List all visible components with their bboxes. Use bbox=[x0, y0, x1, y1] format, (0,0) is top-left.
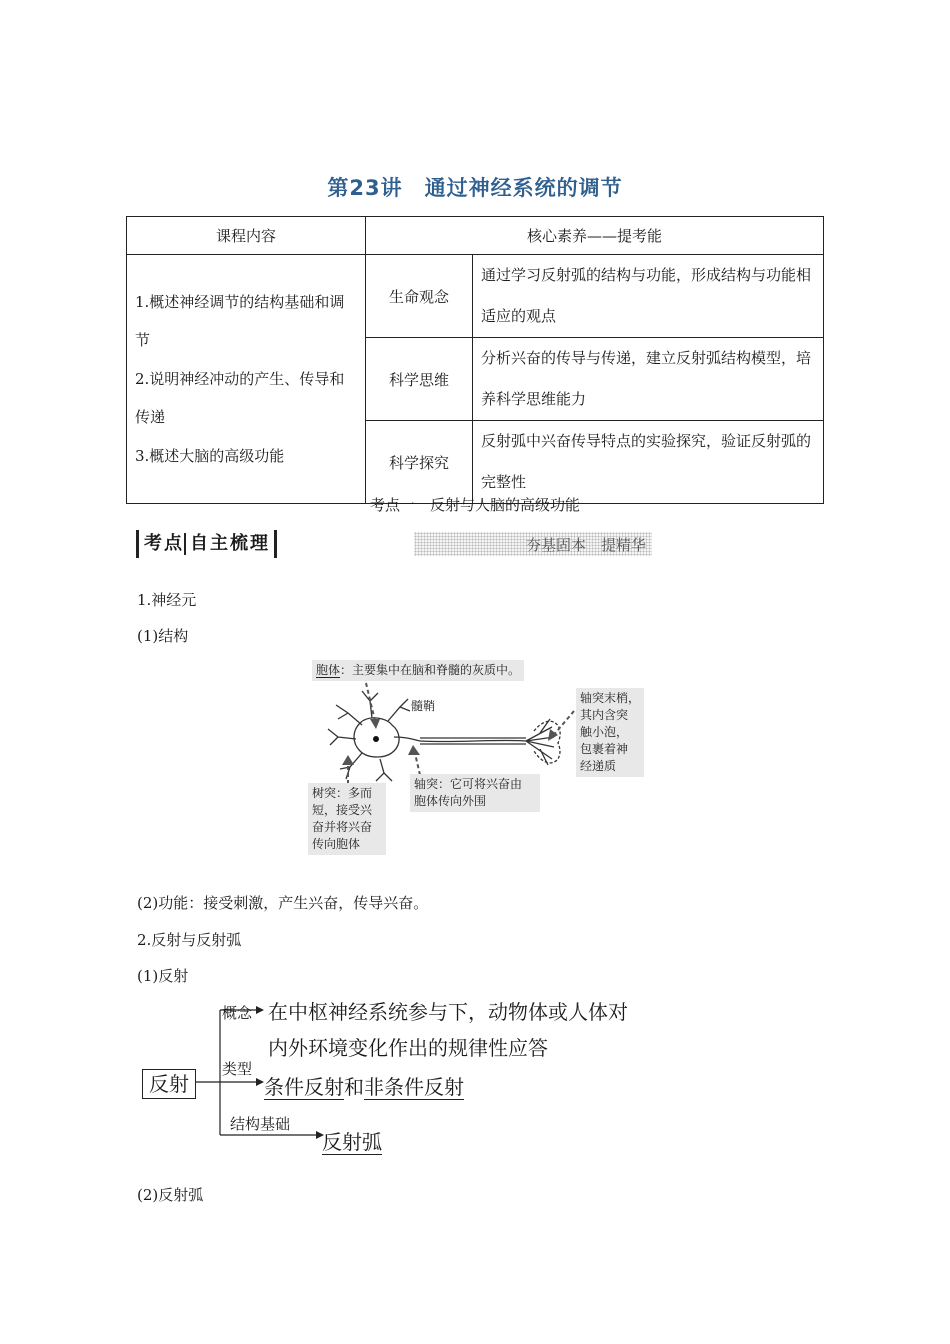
banner-part2: 自主梳理 bbox=[190, 530, 277, 558]
soma-key: 胞体 bbox=[316, 663, 341, 677]
structure-basis bbox=[322, 1126, 382, 1155]
nucleus bbox=[373, 736, 379, 742]
competency-desc: 通过学习反射弧的结构与功能，形成结构与功能相适应的观点 bbox=[473, 255, 824, 338]
heading-reflex: (1)反射 bbox=[137, 967, 189, 985]
branch-label-structure: 结构基础 bbox=[230, 1115, 291, 1133]
dendrite bbox=[376, 759, 392, 781]
concept-line-1: 在中枢神经系统参与下，动物体或人体对 bbox=[268, 1000, 628, 1024]
content-item: 3.概述大脑的高级功能 bbox=[135, 446, 285, 465]
note-line: 其内含突 bbox=[580, 708, 629, 722]
reflex-arc-answer: 反射弧 bbox=[322, 1130, 382, 1154]
dendrite bbox=[362, 691, 378, 718]
competency-label: 生命观念 bbox=[366, 255, 473, 338]
dendrite bbox=[388, 699, 410, 721]
header-course-content: 课程内容 bbox=[127, 217, 366, 255]
arrowhead bbox=[548, 729, 558, 741]
competency-desc: 分析兴奋的传导与传递，建立反射弧结构模型，培养科学思维能力 bbox=[473, 338, 824, 421]
soma-note bbox=[312, 660, 524, 681]
course-table bbox=[126, 216, 824, 504]
reflex-root-box: 反射 bbox=[142, 1069, 196, 1099]
neuron-function: (2)功能：接受刺激，产生兴奋，传导兴奋。 bbox=[137, 894, 429, 912]
arrowhead bbox=[408, 745, 420, 755]
header-core-competency: 核心素养——提考能 bbox=[366, 217, 824, 255]
arrowhead bbox=[370, 719, 380, 729]
reflex-types bbox=[264, 1071, 464, 1100]
heading-neuron: 1.神经元 bbox=[137, 591, 197, 609]
dendrite-note bbox=[308, 783, 386, 855]
branch-label-type: 类型 bbox=[222, 1060, 253, 1078]
section-banner bbox=[136, 530, 646, 558]
heading-reflex-arc: (2)反射弧 bbox=[137, 1186, 204, 1204]
type-unconditioned: 非条件反射 bbox=[364, 1075, 464, 1099]
note-line: 奋并将兴奋 bbox=[312, 820, 373, 834]
competency-desc: 反射弧中兴奋传导特点的实验探究，验证反射弧的完整性 bbox=[473, 421, 824, 504]
terminal-note bbox=[576, 688, 644, 777]
note-line: 轴突：它可将兴奋由 bbox=[414, 777, 523, 791]
axon-note bbox=[410, 774, 540, 812]
competency-label: 科学探究 bbox=[366, 421, 473, 504]
type-conditioned: 条件反射 bbox=[264, 1075, 344, 1099]
note-line: 短，接受兴 bbox=[312, 803, 373, 817]
note-line: 树突：多而 bbox=[312, 786, 373, 800]
dendrite bbox=[340, 753, 362, 779]
note-line: 传向胞体 bbox=[312, 837, 361, 851]
banner-part1: 考点 bbox=[136, 530, 184, 558]
axon-terminal bbox=[526, 719, 554, 765]
soma-rest: ：主要集中在脑和脊髓的灰质中。 bbox=[340, 663, 521, 677]
note-line: 经递质 bbox=[580, 759, 617, 773]
note-line: 触小泡， bbox=[580, 725, 629, 739]
banner-slogan-box bbox=[414, 532, 652, 556]
content-item: 2.说明神经冲动的产生、传导和传递 bbox=[135, 369, 345, 427]
note-line: 包裹着神 bbox=[580, 742, 629, 756]
arrowhead bbox=[256, 1006, 264, 1014]
note-line: 胞体传向外围 bbox=[414, 794, 487, 808]
type-and: 和 bbox=[344, 1075, 364, 1099]
dendrite bbox=[336, 705, 362, 725]
heading-reflex-arc-section: 2.反射与反射弧 bbox=[137, 931, 242, 949]
myelin-label: 髓鞘 bbox=[411, 699, 436, 713]
course-content-cell bbox=[127, 255, 366, 504]
axon-hillock bbox=[394, 737, 420, 741]
section-subtitle: 考点一 反射与人脑的高级功能 bbox=[369, 496, 580, 514]
page-title: 第23讲 通过神经系统的调节 bbox=[327, 176, 623, 200]
content-item: 1.概述神经调节的结构基础和调节 bbox=[135, 292, 345, 350]
banner-separator bbox=[184, 533, 186, 555]
dendrite bbox=[328, 729, 356, 745]
branch-label-concept: 概念 bbox=[222, 1004, 253, 1022]
banner-slogan: 夯基固本 提精华 bbox=[525, 536, 646, 554]
arrowhead bbox=[256, 1078, 264, 1086]
arrowhead bbox=[342, 755, 354, 765]
heading-structure: (1)结构 bbox=[137, 627, 189, 645]
axon bbox=[420, 740, 526, 741]
note-line: 轴突末梢， bbox=[580, 691, 641, 705]
terminal-region bbox=[534, 721, 560, 763]
concept-line-2: 内外环境变化作出的规律性应答 bbox=[268, 1036, 548, 1060]
competency-label: 科学思维 bbox=[366, 338, 473, 421]
